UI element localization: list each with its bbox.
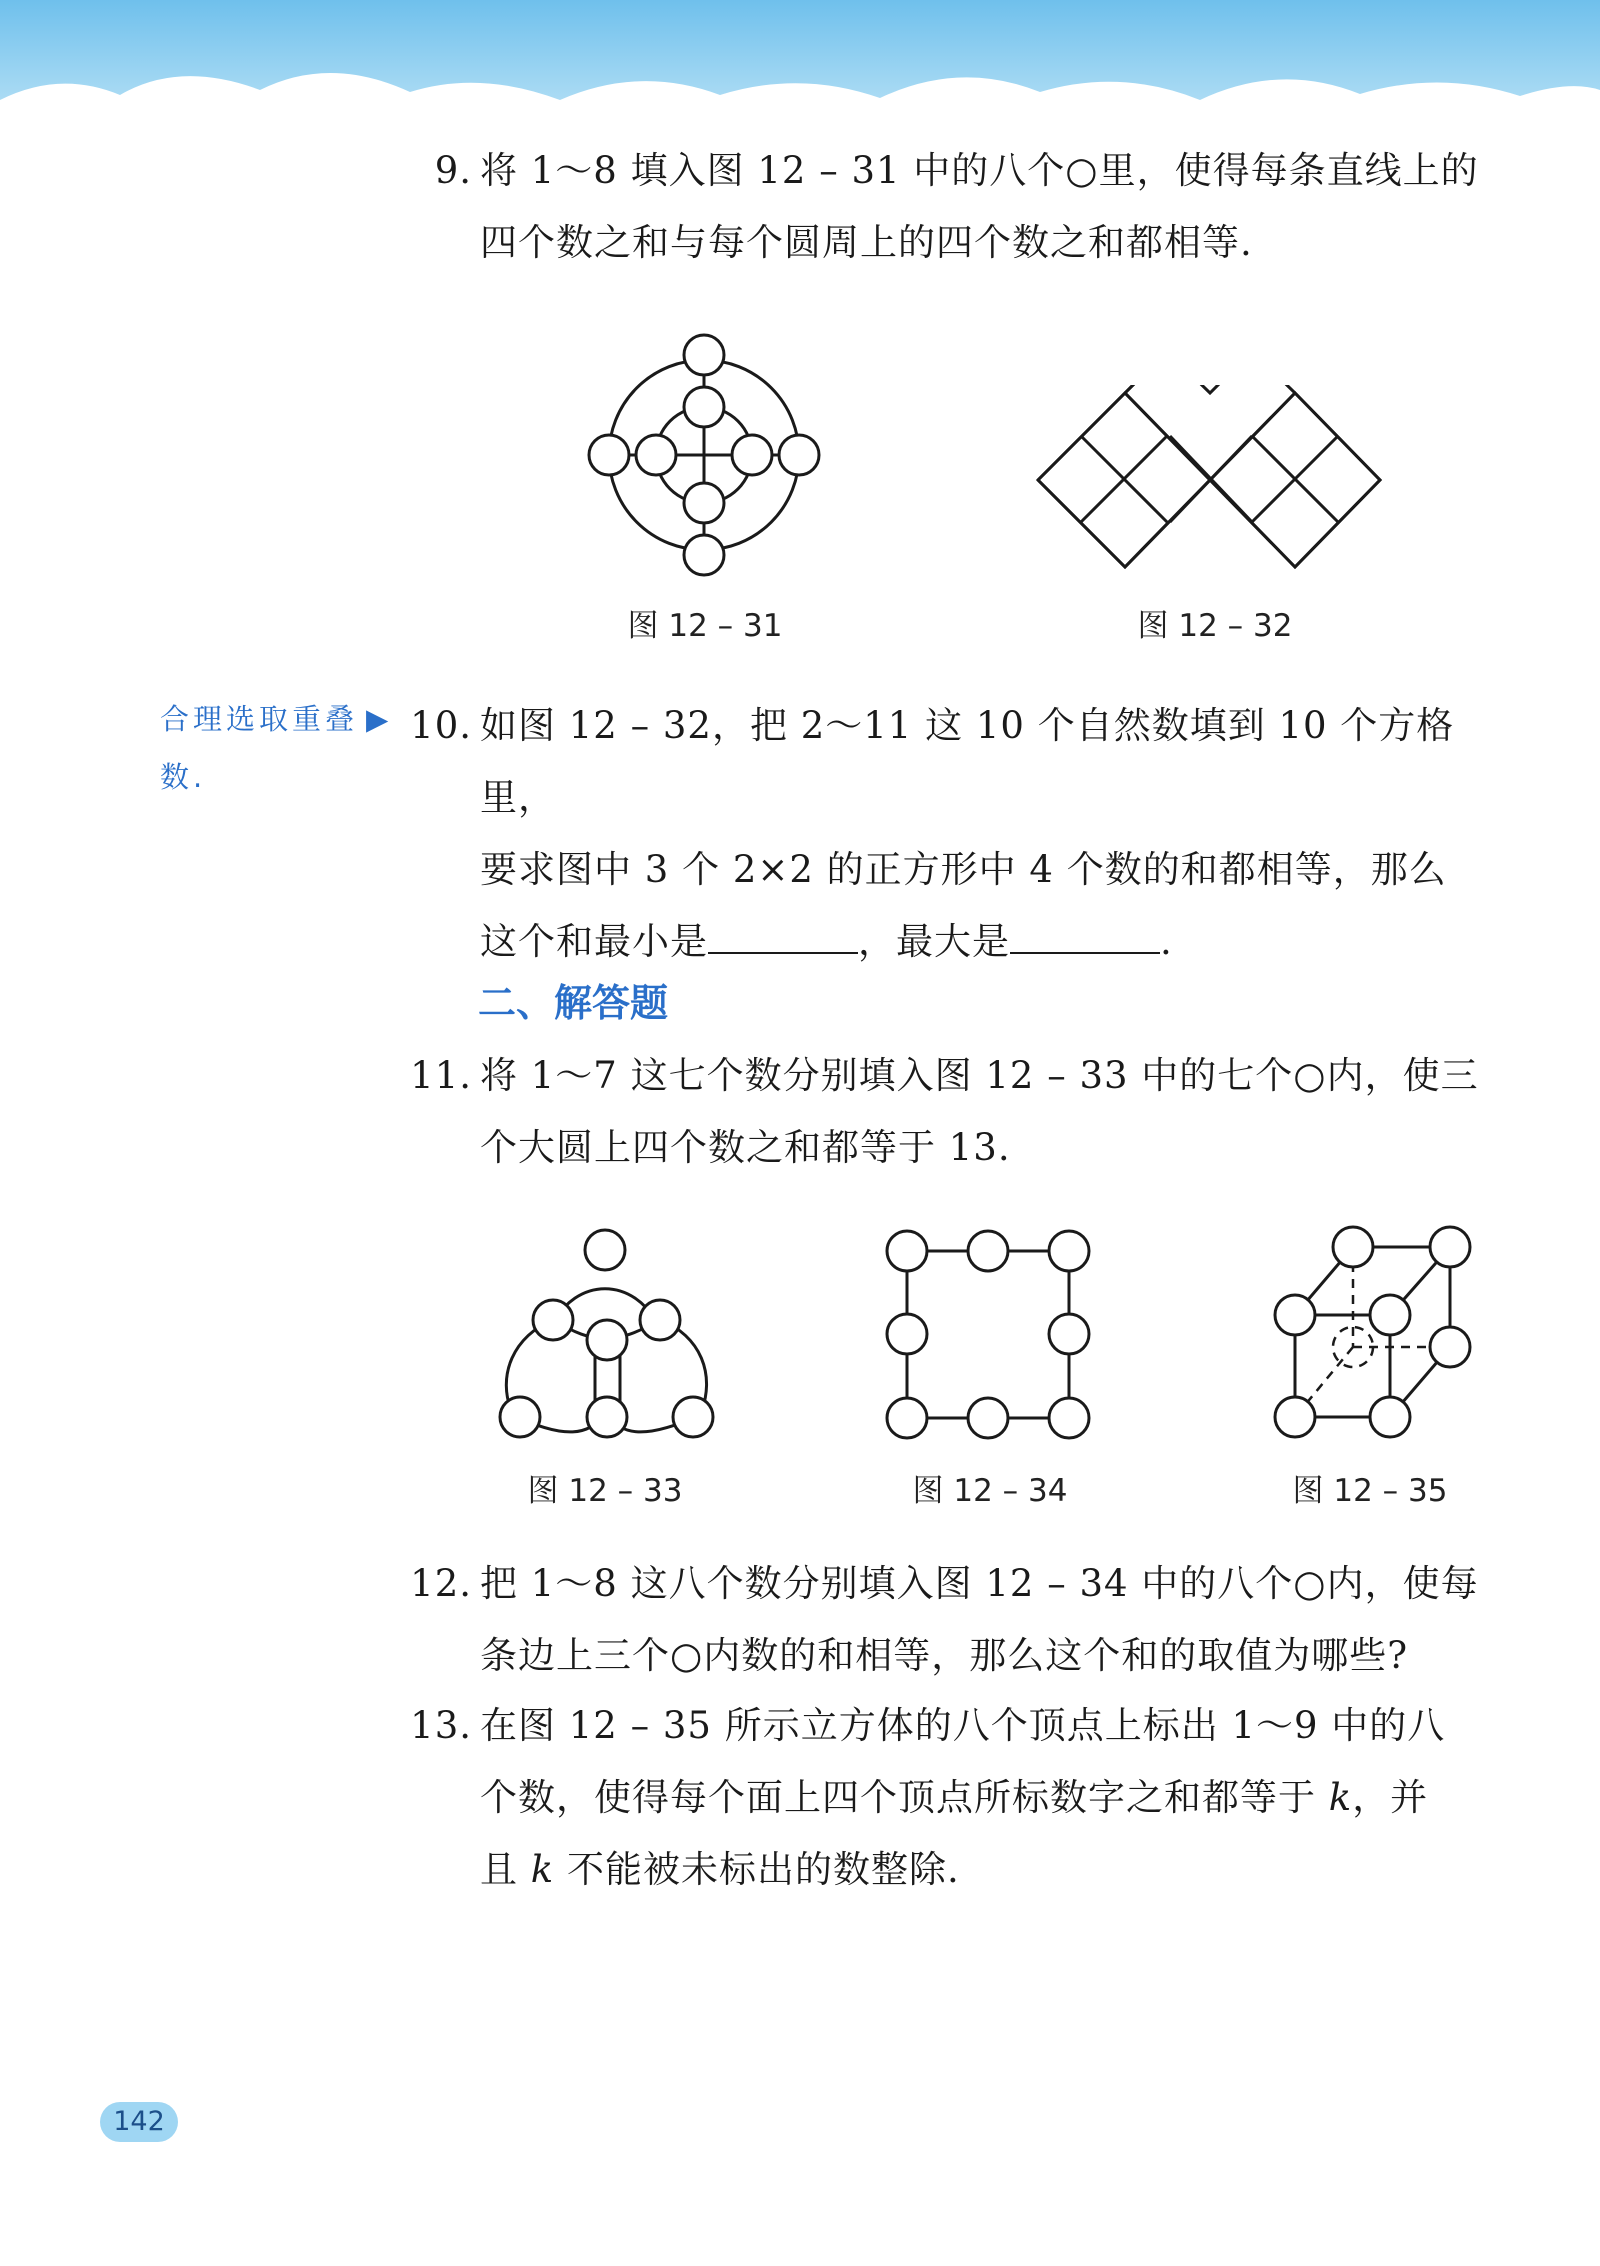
figure-node <box>1430 1227 1470 1267</box>
figure-node <box>887 1314 927 1354</box>
question-number: 10. <box>410 704 472 747</box>
answer-blank-min[interactable] <box>708 922 858 954</box>
figure-node <box>589 435 629 475</box>
figure-node <box>1430 1327 1470 1367</box>
question-line: 在图 12 – 35 所示立方体的八个顶点上标出 1～9 中的八 <box>480 1704 1446 1747</box>
question-line: 把 1～8 这八个数分别填入图 12 – 34 中的八个○内，使每 <box>480 1562 1479 1605</box>
question-9 <box>434 135 1500 279</box>
question-number: 13. <box>410 1704 472 1747</box>
figure-node <box>887 1398 927 1438</box>
figure-12-34 <box>880 1228 1095 1443</box>
question-line: 且 k 不能被未标出的数整除. <box>480 1848 960 1891</box>
figure-node <box>1275 1295 1315 1335</box>
figure-node <box>585 1230 625 1270</box>
figure-node <box>1049 1231 1089 1271</box>
figure-node <box>684 535 724 575</box>
figure-12-33 <box>495 1225 720 1450</box>
figure-node <box>968 1231 1008 1271</box>
figure-caption: 图 12 – 31 <box>627 608 783 644</box>
figure-node <box>1333 1227 1373 1267</box>
figure-node <box>1275 1397 1315 1437</box>
figure-caption: 图 12 – 35 <box>1292 1473 1448 1509</box>
figure-node <box>640 1300 680 1340</box>
question-number: 11. <box>410 1054 472 1097</box>
figure-node <box>779 435 819 475</box>
question-10 <box>410 690 1500 978</box>
variable-k: k <box>530 1848 555 1891</box>
figure-node <box>684 483 724 523</box>
question-line: 将 1～7 这七个数分别填入图 12 – 33 中的七个○内，使三 <box>480 1054 1479 1097</box>
figure-caption: 图 12 – 32 <box>1137 608 1293 644</box>
figure-node <box>1370 1295 1410 1335</box>
figure-12-32 <box>1030 385 1390 575</box>
side-note-text: 合理选取重叠 <box>160 702 359 736</box>
figure-node <box>684 387 724 427</box>
question-number: 9. <box>434 149 472 192</box>
question-line: 个数，使得每个面上四个顶点所标数字之和都等于 k，并 <box>480 1776 1429 1819</box>
side-note-text: 数. <box>160 760 207 794</box>
question-line: 条边上三个○内数的和相等，那么这个和的取值为哪些? <box>480 1634 1409 1677</box>
figure-node <box>533 1300 573 1340</box>
question-13 <box>410 1690 1500 1906</box>
header-cloud-band <box>0 0 1600 150</box>
figure-node <box>636 435 676 475</box>
question-line: 四个数之和与每个圆周上的四个数之和都相等. <box>480 221 1253 264</box>
figure-caption: 图 12 – 34 <box>912 1473 1068 1509</box>
figure-caption: 图 12 – 33 <box>527 1473 683 1509</box>
page-number: 142 <box>100 2102 178 2142</box>
question-12 <box>410 1548 1500 1692</box>
figure-node <box>732 435 772 475</box>
question-line: 这个和最小是 ，最大是 . <box>480 920 1173 963</box>
figure-node <box>1049 1398 1089 1438</box>
question-11 <box>410 1040 1500 1184</box>
section-title: 二、解答题 <box>478 981 669 1025</box>
question-line: 要求图中 3 个 2×2 的正方形中 4 个数的和都相等，那么 <box>480 848 1447 891</box>
figure-node <box>587 1320 627 1360</box>
figure-node <box>968 1398 1008 1438</box>
answer-blank-max[interactable] <box>1010 922 1160 954</box>
question-line: 如图 12 – 32，把 2～11 这 10 个自然数填到 10 个方格里， <box>480 704 1455 819</box>
figure-12-35 <box>1265 1225 1480 1445</box>
figure-node <box>887 1231 927 1271</box>
question-line: 将 1～8 填入图 12 – 31 中的八个○里，使得每条直线上的 <box>480 149 1479 192</box>
figure-node <box>1049 1314 1089 1354</box>
figure-node <box>684 335 724 375</box>
triangle-arrow-icon: ▶ <box>366 702 393 736</box>
figure-node <box>587 1397 627 1437</box>
figure-node <box>673 1397 713 1437</box>
question-number: 12. <box>410 1562 472 1605</box>
figure-node <box>500 1397 540 1437</box>
question-line: 个大圆上四个数之和都等于 13. <box>480 1126 1011 1169</box>
variable-k: k <box>1328 1776 1353 1819</box>
figure-node <box>1370 1397 1410 1437</box>
figure-12-31 <box>580 325 840 585</box>
